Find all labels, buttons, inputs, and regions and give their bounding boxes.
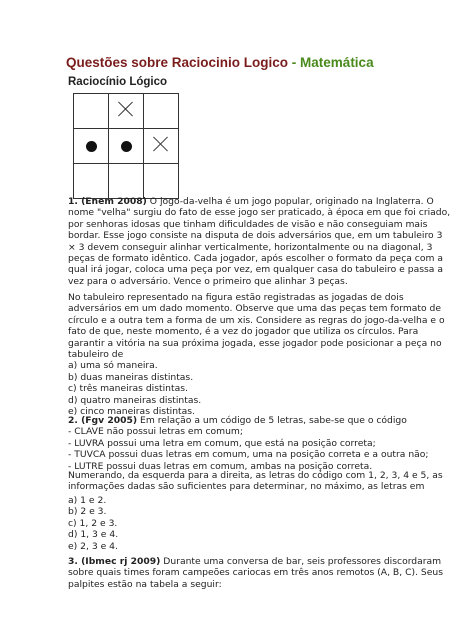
section-subtitle: Raciocínio Lógico (68, 76, 168, 88)
question-2-body-line: Numerando, da esquerda para a direita, as letras do código com 1, 2, 3, 4 e 5, as (68, 470, 443, 481)
board-cell (144, 164, 179, 199)
question-1-line: nome "velha" surgiu do fato de esse jogo ser praticado, à época em que foi criado, (68, 207, 451, 219)
circle-piece-icon (86, 141, 97, 152)
x-piece-icon (118, 101, 134, 117)
question-2-line: - CLAVE não possui letras em comum; (68, 426, 243, 438)
question-1-line: vez para o adversário. Vence o primeiro que alinhar 3 peças. (68, 275, 348, 287)
board-cell (144, 129, 179, 164)
board-row (74, 129, 179, 164)
question-1-body (68, 292, 445, 418)
question-3-line: palpites estão na tabela a seguir: (68, 578, 222, 590)
question-1-line: qual irá jogar, coloca uma peça por vez, em qualquer casa do tabuleiro e passa a (68, 264, 443, 276)
question-2-line: - TUVCA possui duas letras em comum, uma na posição correta e a outra não; (68, 449, 429, 461)
question-1-body-line: fato de que, neste momento, é a vez do jogador que utiliza os círculos. Para (68, 326, 419, 338)
question-2-statement (68, 415, 429, 472)
question-2-label: 2. (Fgv 2005) (68, 415, 138, 426)
question-1-body-line: círculo e a outra tem a forma de um xis. Considere as regras do jogo-da-velha e o (68, 314, 445, 326)
board-row (74, 164, 179, 199)
answer-option: c) 1, 2 e 3. (68, 517, 118, 529)
question-2-line: Em relação a um código de 5 letras, sabe-se que o código (137, 415, 407, 426)
board-cell (109, 164, 144, 199)
question-2-body (68, 470, 443, 493)
title-separator: - (288, 55, 301, 70)
x-piece-icon (153, 136, 169, 152)
board-cell (144, 94, 179, 129)
answer-option: d) 1, 3 e 4. (68, 529, 119, 541)
page-title (66, 55, 446, 70)
title-main: Questões sobre Raciocinio Logico (66, 55, 289, 70)
question-1-label: 1. (Enem 2008) (68, 196, 147, 207)
question-1-body-line: garantir a vitória na sua próxima jogada, esse jogador pode posicionar a peça no (68, 337, 442, 349)
question-2-line: - LUVRA possui uma letra em comum, que está na posição correta; (68, 437, 376, 449)
title-subject: Matemática (300, 55, 374, 70)
answer-option: b) duas maneiras distintas. (68, 371, 194, 383)
board-cell (74, 164, 109, 199)
question-2-body-line: informações dadas são suficientes para determinar, no máximo, as letras em (68, 481, 425, 493)
question-1-body-line: No tabuleiro representado na figura estão registradas as jogadas de dois (68, 292, 404, 303)
question-3-statement (68, 556, 444, 590)
question-1-line: peças de formato idêntico. Cada jogador, após escolher o formato da peça com a (68, 253, 443, 265)
answer-option: b) 2 e 3. (68, 506, 107, 518)
board-cell (109, 129, 144, 164)
question-1-statement (68, 196, 451, 287)
board-cell (74, 94, 109, 129)
board-cell (74, 129, 109, 164)
question-2-options (68, 495, 413, 552)
question-3-label: 3. (Ibmec rj 2009) (68, 556, 161, 567)
circle-piece-icon (121, 141, 132, 152)
answer-option: e) 2, 3 e 4. (68, 540, 118, 552)
question-3-line: Durante uma conversa de bar, seis professores discordaram (160, 556, 442, 567)
question-1-body-line: adversários em um dado momento. Observe que uma das peças tem formato de (68, 303, 442, 315)
board-row (74, 94, 179, 129)
board-cell (109, 94, 144, 129)
question-1-line: bordar. Esse jogo consiste na disputa de dois adversários que, em um tabuleiro 3 (68, 230, 443, 242)
answer-option: a) 1 e 2. (68, 495, 107, 506)
answer-option: e) cinco maneiras distintas. (68, 406, 195, 418)
question-1-line: por senhoras idosas que tinham dificuldades de visão e não conseguiam mais (68, 218, 428, 230)
answer-option: a) uma só maneira. (68, 360, 158, 372)
question-1-line: O jogo-da-velha é um jogo popular, originado na Inglaterra. O (146, 196, 434, 207)
tic-tac-toe-board (73, 93, 179, 199)
question-3-line: sobre quais times foram campeões cariocas em três anos remotos (A, B, C). Seus (68, 567, 444, 579)
question-2-line: - LUTRE possui duas letras em comum, ambas na posição correta. (68, 460, 373, 472)
answer-option: d) quatro maneiras distintas. (68, 394, 202, 406)
question-1-line: × 3 devem conseguir alinhar verticalmente, horizontalmente ou na diagonal, 3 (68, 241, 433, 253)
question-1-body-line: tabuleiro de (68, 349, 124, 361)
answer-option: c) três maneiras distintas. (68, 383, 188, 395)
